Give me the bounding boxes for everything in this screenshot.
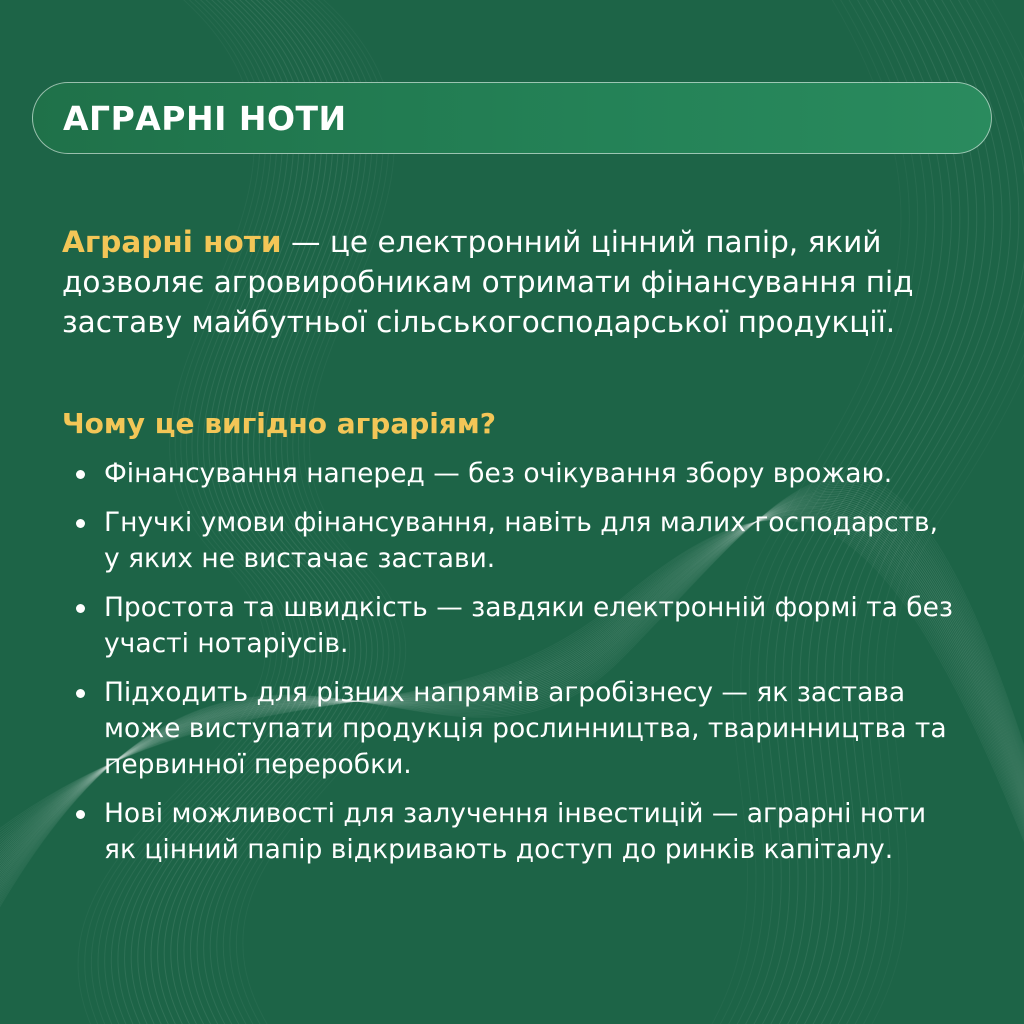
list-item [62,796,962,868]
bullet-icon [76,604,85,613]
list-item-text: Фінансування наперед — без очікування збору врожаю. [104,458,893,489]
page-title: АГРАРНІ НОТИ [63,99,347,138]
intro-text: — це електронний цінний папір, який дозволяє агровиробникам отримати фінансування під заставу майбутньої сільськогосподарської продукції. [62,225,914,339]
intro-highlight: Аграрні ноти [62,225,282,259]
bullet-icon [76,470,85,479]
list-item-text: Нові можливості для залучення інвестицій — аграрні ноти як цінний папір відкривають доступ до ринків капіталу. [104,798,927,865]
bullet-icon [76,810,85,819]
list-item [62,675,962,783]
bullet-icon [76,519,85,528]
list-item [62,456,962,492]
header-banner [32,82,992,154]
list-item [62,590,962,662]
list-item-text: Простота та швидкість — завдяки електронній формі та без участі нотаріусів. [104,592,953,659]
list-item-text: Підходить для різних напрямів агробізнесу — як застава може виступати продукція рослинництва, тваринництва та первинної переробки. [104,677,947,780]
list-item-text: Гнучкі умови фінансування, навіть для малих господарств, у яких не вистачає застави. [104,507,939,574]
bullet-icon [76,689,85,698]
benefits-list [62,456,962,881]
intro-paragraph [62,222,962,342]
benefits-heading: Чому це вигідно аграріям? [62,407,496,440]
list-item [62,505,962,577]
